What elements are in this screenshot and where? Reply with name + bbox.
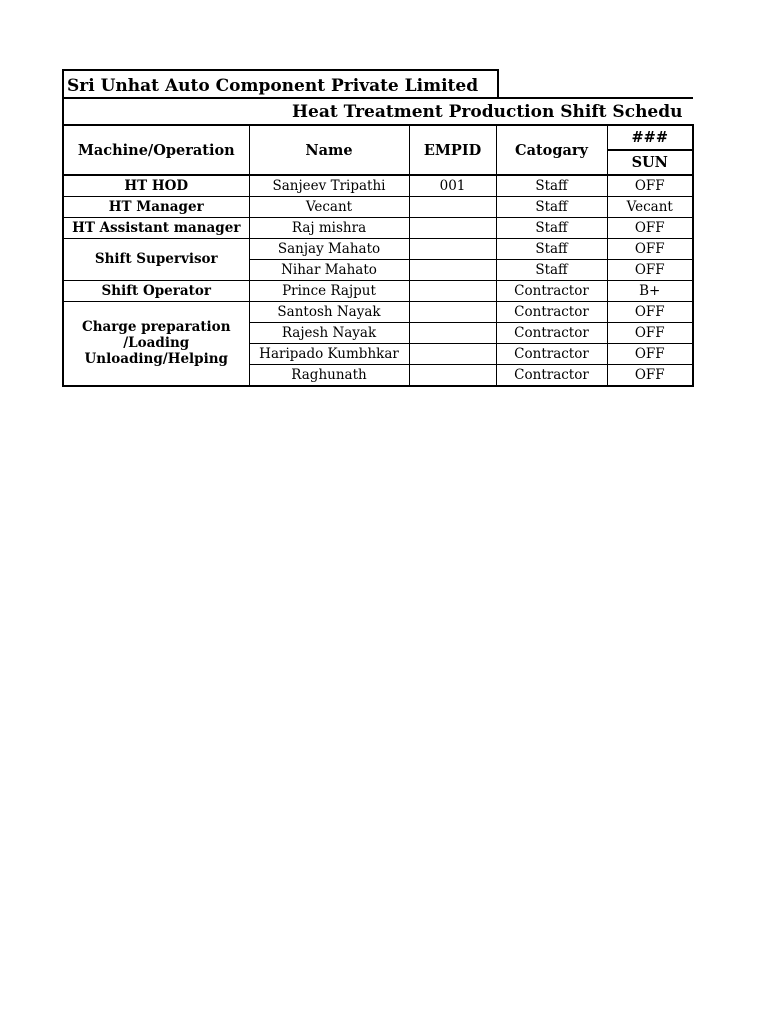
header-empid: EMPID — [409, 125, 496, 175]
cell-sun: OFF — [607, 364, 693, 386]
cell-category: Contractor — [496, 343, 607, 364]
cell-name: Santosh Nayak — [249, 301, 409, 322]
cell-empid — [409, 217, 496, 238]
schedule-title-row — [62, 97, 693, 124]
cell-sun: OFF — [607, 322, 693, 343]
cell-sun: OFF — [607, 343, 693, 364]
cell-name: Raj mishra — [249, 217, 409, 238]
group-charge-line-2: /Loading — [123, 335, 190, 352]
cell-name: Nihar Mahato — [249, 259, 409, 280]
cell-name: Rajesh Nayak — [249, 322, 409, 343]
cell-sun: OFF — [607, 238, 693, 259]
group-ht-manager: HT Manager — [63, 196, 249, 217]
table-row — [63, 217, 693, 238]
cell-category: Contractor — [496, 322, 607, 343]
cell-empid — [409, 238, 496, 259]
table-row — [63, 280, 693, 301]
schedule-title: Heat Treatment Production Shift Schedu — [292, 102, 683, 122]
table-row — [63, 238, 693, 259]
header-row — [63, 125, 693, 150]
cell-empid — [409, 364, 496, 386]
cell-category: Staff — [496, 175, 607, 196]
header-date: ### — [607, 125, 693, 150]
table-row — [63, 301, 693, 322]
cell-category: Staff — [496, 217, 607, 238]
shift-schedule-table — [62, 124, 694, 387]
header-machine-operation: Machine/Operation — [63, 125, 249, 175]
cell-name: Prince Rajput — [249, 280, 409, 301]
cell-empid: 001 — [409, 175, 496, 196]
cell-sun: B+ — [607, 280, 693, 301]
header-name: Name — [249, 125, 409, 175]
cell-category: Contractor — [496, 301, 607, 322]
cell-name: Sanjeev Tripathi — [249, 175, 409, 196]
group-charge-line-3: Unloading/Helping — [84, 351, 229, 368]
cell-empid — [409, 322, 496, 343]
cell-category: Staff — [496, 196, 607, 217]
table-row — [63, 175, 693, 196]
cell-empid — [409, 196, 496, 217]
company-name: Sri Unhat Auto Component Private Limited — [62, 69, 499, 99]
cell-name: Vecant — [249, 196, 409, 217]
group-charge-line-1: Charge preparation — [81, 319, 231, 336]
cell-category: Staff — [496, 238, 607, 259]
cell-sun: OFF — [607, 259, 693, 280]
group-shift-operator: Shift Operator — [63, 280, 249, 301]
cell-name: Raghunath — [249, 364, 409, 386]
group-ht-hod: HT HOD — [63, 175, 249, 196]
group-charge-preparation — [63, 301, 249, 386]
cell-category: Contractor — [496, 364, 607, 386]
cell-sun: OFF — [607, 301, 693, 322]
cell-sun: OFF — [607, 175, 693, 196]
table-row — [63, 196, 693, 217]
cell-empid — [409, 259, 496, 280]
cell-category: Staff — [496, 259, 607, 280]
cell-name: Haripado Kumbhkar — [249, 343, 409, 364]
cell-empid — [409, 343, 496, 364]
cell-sun: Vecant — [607, 196, 693, 217]
cell-empid — [409, 301, 496, 322]
group-ht-assistant-manager: HT Assistant manager — [63, 217, 249, 238]
cell-empid — [409, 280, 496, 301]
header-day-sun: SUN — [607, 150, 693, 175]
cell-name: Sanjay Mahato — [249, 238, 409, 259]
cell-sun: OFF — [607, 217, 693, 238]
group-shift-supervisor: Shift Supervisor — [63, 238, 249, 280]
header-category: Catogary — [496, 125, 607, 175]
cell-category: Contractor — [496, 280, 607, 301]
